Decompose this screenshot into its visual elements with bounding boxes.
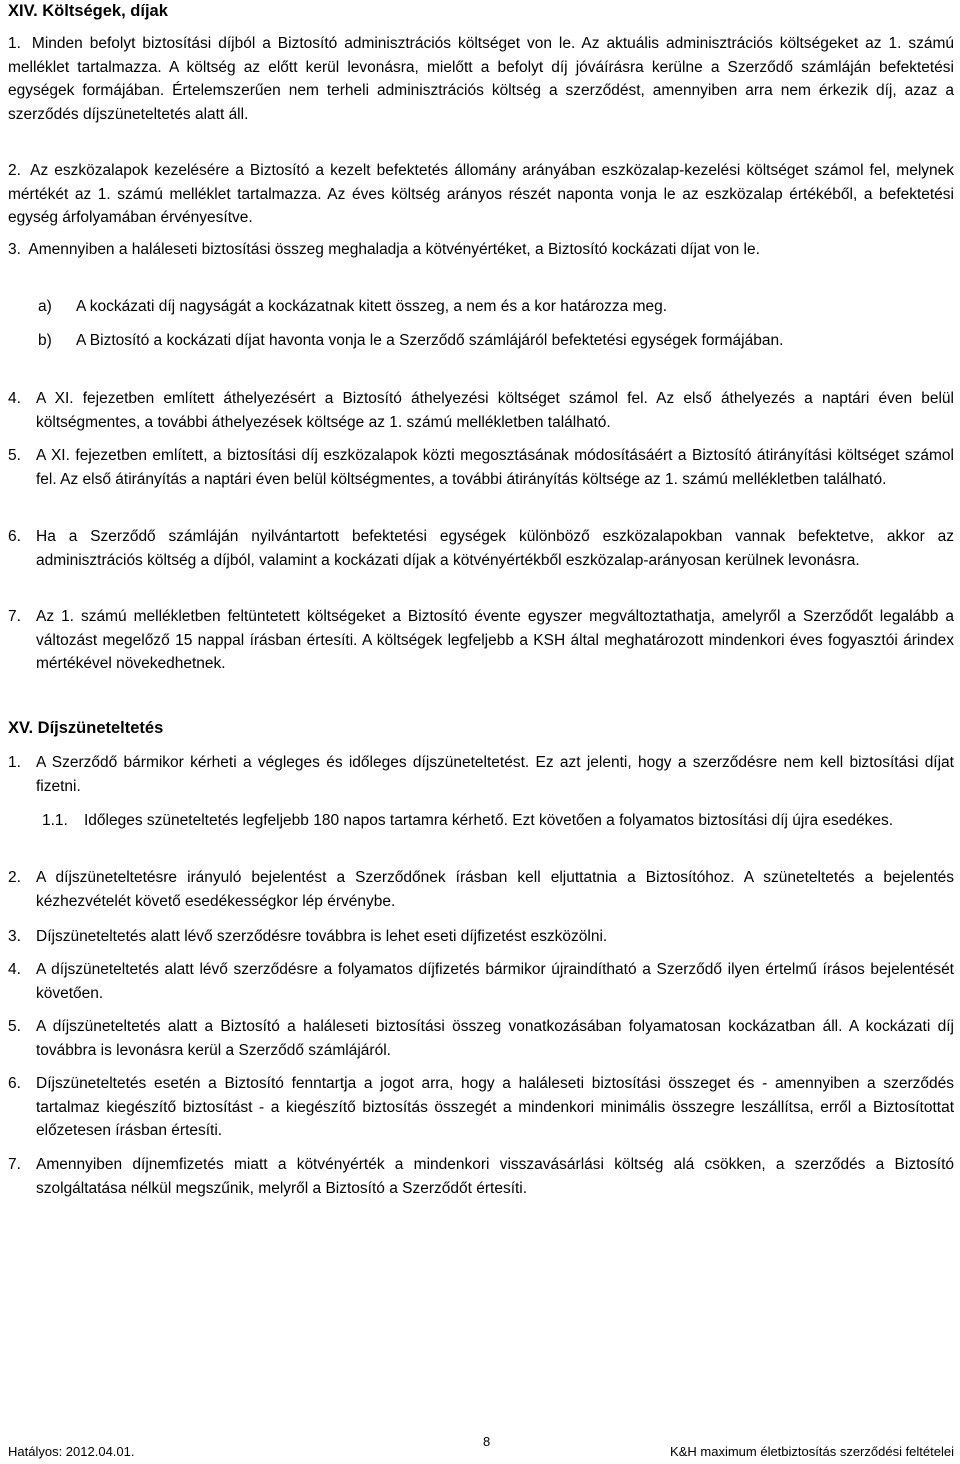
item-text: Ha a Szerződő számláján nyilvántartott befektetési egységek különböző eszközalapokban vannak befektetve, akkor az adminisztrációs költség a díjból, valamint a kockázati díjak a kötvényértékből eszközalap-arányosan kerülnek levonásra. <box>36 528 954 569</box>
footer-document-title: K&H maximum életbiztosítás szerződési feltételei <box>670 1444 954 1459</box>
item-text: A Szerződő bármikor kérheti a végleges és időleges díjszüneteltetést. Ez azt jelenti, hogy a szerződésre nem kell biztosítási díjat fizetni. <box>36 754 954 795</box>
item-letter: b) <box>38 332 52 349</box>
item-text: A kockázati díj nagyságát a kockázatnak kitett összeg, a nem és a kor határozza meg. <box>76 298 668 315</box>
item-text: Amennyiben díjnemfizetés miatt a kötvényérték a mindenkori visszavásárlási költség alá csökken, a szerződés a Biztosító szolgáltatása nélkül megszűnik, melyről a Biztosító a Szerződőt értesíti. <box>36 1156 954 1197</box>
item-text: Az eszközalapok kezelésére a Biztosító a kezelt befektetés állomány arányában eszközalap-kezelési költséget számol fel, melynek mértékét az 1. számú melléklet tartalmazza. Az éves költség arányos részét naponta vonja le az eszközalap értékéből, a befektetési egység árfolyamában érvényesítve. <box>8 162 955 226</box>
section14-item-5 <box>8 444 954 491</box>
item-text: Időleges szüneteltetés legfeljebb 180 napos tartamra kérhető. Ezt követően a folyamatos biztosítási díj újra esedékes. <box>84 812 894 829</box>
section14-item-2 <box>8 159 954 230</box>
section15-item-2 <box>8 866 954 913</box>
section14-item-4 <box>8 387 954 434</box>
footer-effective-date: Hatályos: 2012.04.01. <box>8 1444 135 1459</box>
section14-item-1 <box>8 32 954 126</box>
item-number: 7. <box>8 1156 21 1173</box>
item-number: 1. <box>8 754 21 771</box>
item-number: 4. <box>8 961 21 978</box>
footer-page-number: 8 <box>483 1434 491 1449</box>
item-number: 4. <box>8 390 21 407</box>
section14-item-6 <box>8 525 954 572</box>
item-number: 2. <box>8 162 21 179</box>
item-text: Díjszüneteltetés alatt lévő szerződésre továbbra is lehet eseti díjfizetést eszközölni. <box>36 928 608 945</box>
item-text: A díjszüneteltetés alatt a Biztosító a haláleseti biztosítási összeg vonatkozásában folyamatosan kockázatban áll. A kockázati díj továbbra is levonásra kerül a Szerződő számlájáról. <box>36 1018 954 1059</box>
item-text: A Biztosító a kockázati díjat havonta vonja le a Szerződő számlájáról befektetési egységek formájában. <box>76 332 784 349</box>
item-number: 7. <box>8 608 21 625</box>
page-footer <box>8 1436 954 1460</box>
section14-item-3 <box>8 238 954 262</box>
item-number: 1. <box>8 35 21 52</box>
item-number: 2. <box>8 869 21 886</box>
section-title-costs: XIV. Költségek, díjak <box>8 2 168 20</box>
item-number: 5. <box>8 447 21 464</box>
item-text: A díjszüneteltetés alatt lévő szerződésre a folyamatos díjfizetés bármikor újraindítható a Szerződő ilyen értelmű írásos bejelentését követően. <box>36 961 954 1002</box>
item-number: 1.1. <box>42 812 68 829</box>
item-text: A XI. fejezetben említett, a biztosítási díj eszközalapok közti megosztásának módosításáért a Biztosító átirányítási költséget számol fel. Az első átirányítás a naptári éven belül költségmentes, a további átirányítás költsége az 1. számú mellékletben található. <box>36 447 954 488</box>
section15-item-1 <box>8 751 954 798</box>
section15-item-7 <box>8 1153 954 1200</box>
section-title-premium-suspension: XV. Díjszüneteltetés <box>8 719 164 737</box>
section15-item-1-1 <box>42 809 954 833</box>
item-number: 3. <box>8 928 21 945</box>
item-text: A díjszüneteltetésre irányuló bejelentést a Szerződőnek írásban kell eljuttatnia a Biztosítóhoz. A szüneteltetés a bejelentés kézhezvételét követő esedékességkor lép érvénybe. <box>36 869 954 910</box>
section15-item-3 <box>8 925 954 949</box>
section14-item-3b <box>38 329 954 353</box>
section15-item-6 <box>8 1072 954 1143</box>
item-number: 6. <box>8 1075 21 1092</box>
item-text: Díjszüneteltetés esetén a Biztosító fenntartja a jogot arra, hogy a haláleseti biztosítási összeget és - amennyiben a szerződés tartalmaz kiegészítő biztosítást - a kiegészítő biztosítás összegét a mindenkori minimális összegre leszállítsa, erről a Biztosítottat előzetesen írásban értesíti. <box>36 1075 954 1139</box>
item-number: 3. <box>8 241 21 258</box>
section15-item-4 <box>8 958 954 1005</box>
item-text: A XI. fejezetben említett áthelyezésért a Biztosító áthelyezési költséget számol fel. Az első áthelyezés a naptári éven belül költségmentes, a további áthelyezések költsége az 1. számú mellékletben található. <box>36 390 954 431</box>
item-text: Minden befolyt biztosítási díjból a Biztosító adminisztrációs költséget von le. Az aktuális adminisztrációs költségeket az 1. számú melléklet tartalmazza. A költség az előtt kerül levonásra, mielőtt a befolyt díj jóváírásra kerülne a Szerződő számláján befektetési egységek formájában. Értelemszerűen nem terheli adminisztrációs költség a szerződést, amennyiben arra nem érkezik díj, azaz a szerződés díjszüneteltetés alatt áll. <box>8 35 954 123</box>
item-text: Amennyiben a haláleseti biztosítási összeg meghaladja a kötvényértéket, a Biztosító kockázati díjat von le. <box>28 241 760 258</box>
item-number: 6. <box>8 528 21 545</box>
section14-item-7 <box>8 605 954 676</box>
section15-item-5 <box>8 1015 954 1062</box>
section14-item-3a <box>38 295 954 319</box>
item-letter: a) <box>38 298 52 315</box>
item-text: Az 1. számú mellékletben feltüntetett költségeket a Biztosító évente egyszer megváltoztathatja, amelyről a Szerződőt legalább a változást megelőző 15 nappal írásban értesíti. A költségek legfeljebb a KSH által meghatározott mindenkori éves fogyasztói árindex mértékével növekedhetnek. <box>36 608 954 672</box>
item-number: 5. <box>8 1018 21 1035</box>
